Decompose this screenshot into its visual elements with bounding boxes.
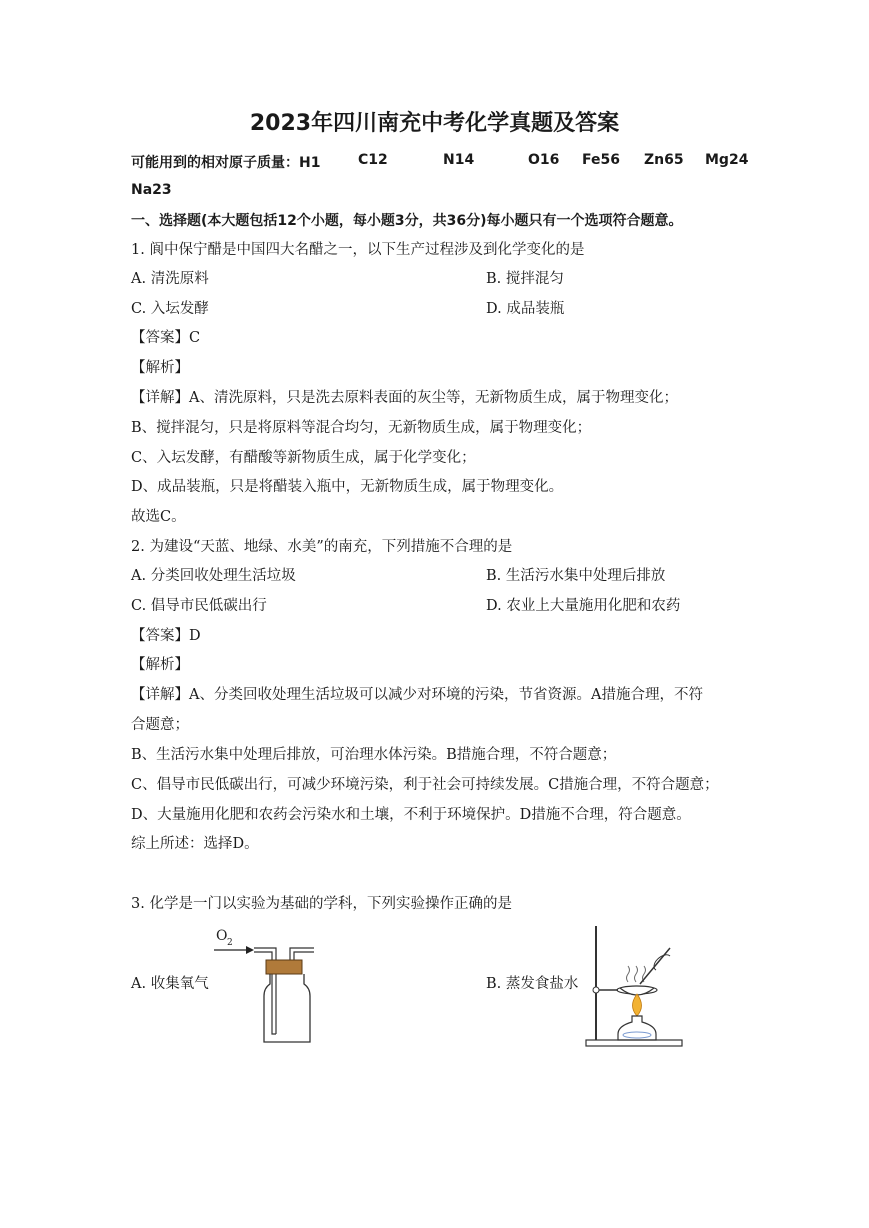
q2-analysis: 【解析】 [131,657,189,673]
q3-stem: 3. 化学是一门以实验为基础的学科，下列实验操作正确的是 [131,896,512,912]
q2-detail-line: 【详解】A、分类回收处理生活垃圾可以减少对环境的污染，节省资源。A措施合理，不符 [131,687,703,703]
q1-detail-line: 【详解】A、清洗原料，只是洗去原料表面的灰尘等，无新物质生成，属于物理变化； [131,390,678,406]
mass-fe: Fe56 [582,152,620,168]
q1-option-d: D. 成品装瓶 [486,301,565,317]
q1-option-a: A. 清洗原料 [131,271,209,287]
atomic-masses-label: 可能用到的相对原子质量：H1 [131,155,321,171]
section-heading: 一、选择题(本大题包括12个小题，每小题3分，共36分)每小题只有一个选项符合题意。 [131,213,683,229]
evaporation-apparatus-figure [580,918,690,1050]
q1-detail-line: C、入坛发酵，有醋酸等新物质生成，属于化学变化； [131,450,476,466]
q1-option-b: B. 搅拌混匀 [486,271,564,287]
mass-zn: Zn65 [644,152,684,168]
q2-option-a: A. 分类回收处理生活垃圾 [131,568,296,584]
q3-option-a: A. 收集氧气 [131,976,209,992]
q2-option-d: D. 农业上大量施用化肥和农药 [486,598,681,614]
q3-option-b: B. 蒸发食盐水 [486,976,579,992]
q2-detail-line: 合题意； [131,717,189,733]
q2-detail-line: B、生活污水集中处理后排放，可治理水体污染。B措施合理，不符合题意； [131,747,617,763]
q1-detail-line: B、搅拌混匀，只是将原料等混合均匀，无新物质生成，属于物理变化； [131,420,592,436]
stopper [266,960,302,974]
mass-mg: Mg24 [705,152,749,168]
mass-n: N14 [443,152,475,168]
q1-analysis: 【解析】 [131,360,189,376]
gas-collection-bottle-figure [210,922,330,1050]
flame [633,994,642,1016]
q2-option-c: C. 倡导市民低碳出行 [131,598,267,614]
q2-option-b: B. 生活污水集中处理后排放 [486,568,666,584]
q1-option-c: C. 入坛发酵 [131,301,209,317]
oxygen-label: O [216,928,228,944]
page-title: 2023年四川南充中考化学真题及答案 [249,111,620,136]
q1-detail-line: 故选C。 [131,509,186,525]
q2-answer: 【答案】D [131,628,201,644]
oxygen-subscript: 2 [227,938,233,948]
q2-stem: 2. 为建设“天蓝、地绿、水美”的南充，下列措施不合理的是 [131,539,513,555]
steam [627,966,630,982]
stand-base [586,1040,682,1046]
q2-detail-line: D、大量施用化肥和农药会污染水和土壤，不利于环境保护。D措施不合理，符合题意。 [131,807,691,823]
q2-detail-line: C、倡导市民低碳出行，可减少环境污染，利于社会可持续发展。C措施合理，不符合题意； [131,777,719,793]
q2-detail-line: 综上所述：选择D。 [131,836,259,852]
q1-detail-line: D、成品装瓶，只是将醋装入瓶中，无新物质生成，属于物理变化。 [131,479,564,495]
q1-answer: 【答案】C [131,330,201,346]
q1-stem: 1. 阆中保宁醋是中国四大名醋之一，以下生产过程涉及到化学变化的是 [131,242,585,258]
bottle [264,974,310,1042]
mass-o: O16 [528,152,560,168]
mass-c: C12 [358,152,388,168]
arrow-head [246,946,254,954]
mass-na: Na23 [131,182,172,198]
